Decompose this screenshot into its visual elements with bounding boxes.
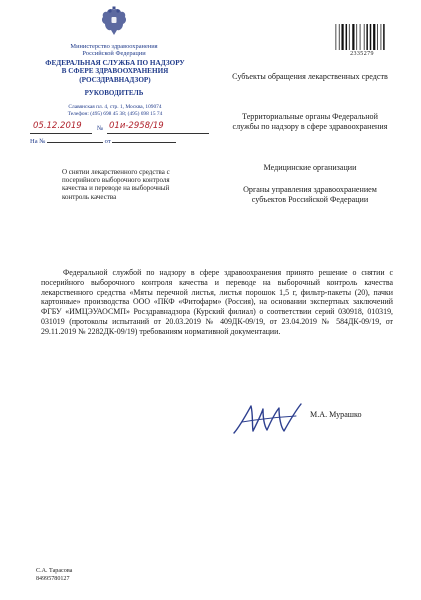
signer-name: М.А. Мурашко (310, 410, 362, 419)
letter-date: 05.12.2019 (33, 121, 82, 131)
executor-name: С.А. Тарасова (36, 568, 73, 574)
letter-date-number: 05.12.2019 № 01и-2958/19 (30, 122, 210, 133)
letterhead-address: Славянская пл. 4, стр. 1, Москва, 109074 (68, 104, 162, 110)
letter-number: 01и-2958/19 (109, 121, 164, 131)
executor-info (36, 568, 72, 583)
letter-subject: О снятии лекарственного средства с посерийного выборочного контроля качества и переводе на выборочный контроль качества (62, 168, 170, 201)
addressee-item: Медицинские организации (263, 163, 357, 172)
executor-phone: 84995780127 (36, 575, 70, 582)
body-paragraph: Федеральной службой по надзору в сфере здравоохранения принято решение о снятии с посерийного выборочного контроля качества и переводе на выборочный контроль качества лекарственного средства «Мяты перечной листья, листья порошок 1,5 г, фильтр-пакеты (20), пачки картонные» производства ООО «ПКФ «Фитофарм» (Россия), на основании экспертных заключений ФГБУ «ИМЦЭУАОСМП» Росздравнадзора (Курский филиал) о соответствии серий 030918, 010319, 031019 (протоколы испытаний от 20.03.2019 № 409ДК-09/19, от 23.04.2019 № 584ДК-09/19, от 29.11.2019 № 2282ДК-09/19) требованиям нормативной документации. (41, 268, 393, 336)
service-name: ФЕДЕРАЛЬНАЯ СЛУЖБА ПО НАДЗОРУ В СФЕРЕ ЗДРАВООХРАНЕНИЯ (РОСЗДРАВНАДЗОР) (45, 59, 185, 84)
reference-line: На № от (30, 138, 210, 145)
addressee-item: Территориальные органы Федеральной службы по надзору в сфере здравоохранения (232, 112, 388, 131)
barcode-number: 2335279 (350, 51, 374, 57)
handwritten-signature-icon (230, 400, 330, 438)
letterhead-contacts (30, 104, 200, 118)
letterhead-phone: Телефон: (495) 698 45 38; (495) 698 15 74 (67, 110, 163, 117)
letter-body (41, 268, 393, 336)
addressee-item: Субъекты обращения лекарственных средств (232, 72, 388, 81)
coat-of-arms-emblem-icon (99, 6, 129, 38)
role-title: РУКОВОДИТЕЛЬ (84, 89, 144, 97)
addressee-item: Органы управления здравоохранением субъектов Российской Федерации (243, 185, 377, 204)
barcode-icon (335, 24, 389, 50)
ministry-name: Министерство здравоохранения Российской Федерации (70, 43, 158, 58)
